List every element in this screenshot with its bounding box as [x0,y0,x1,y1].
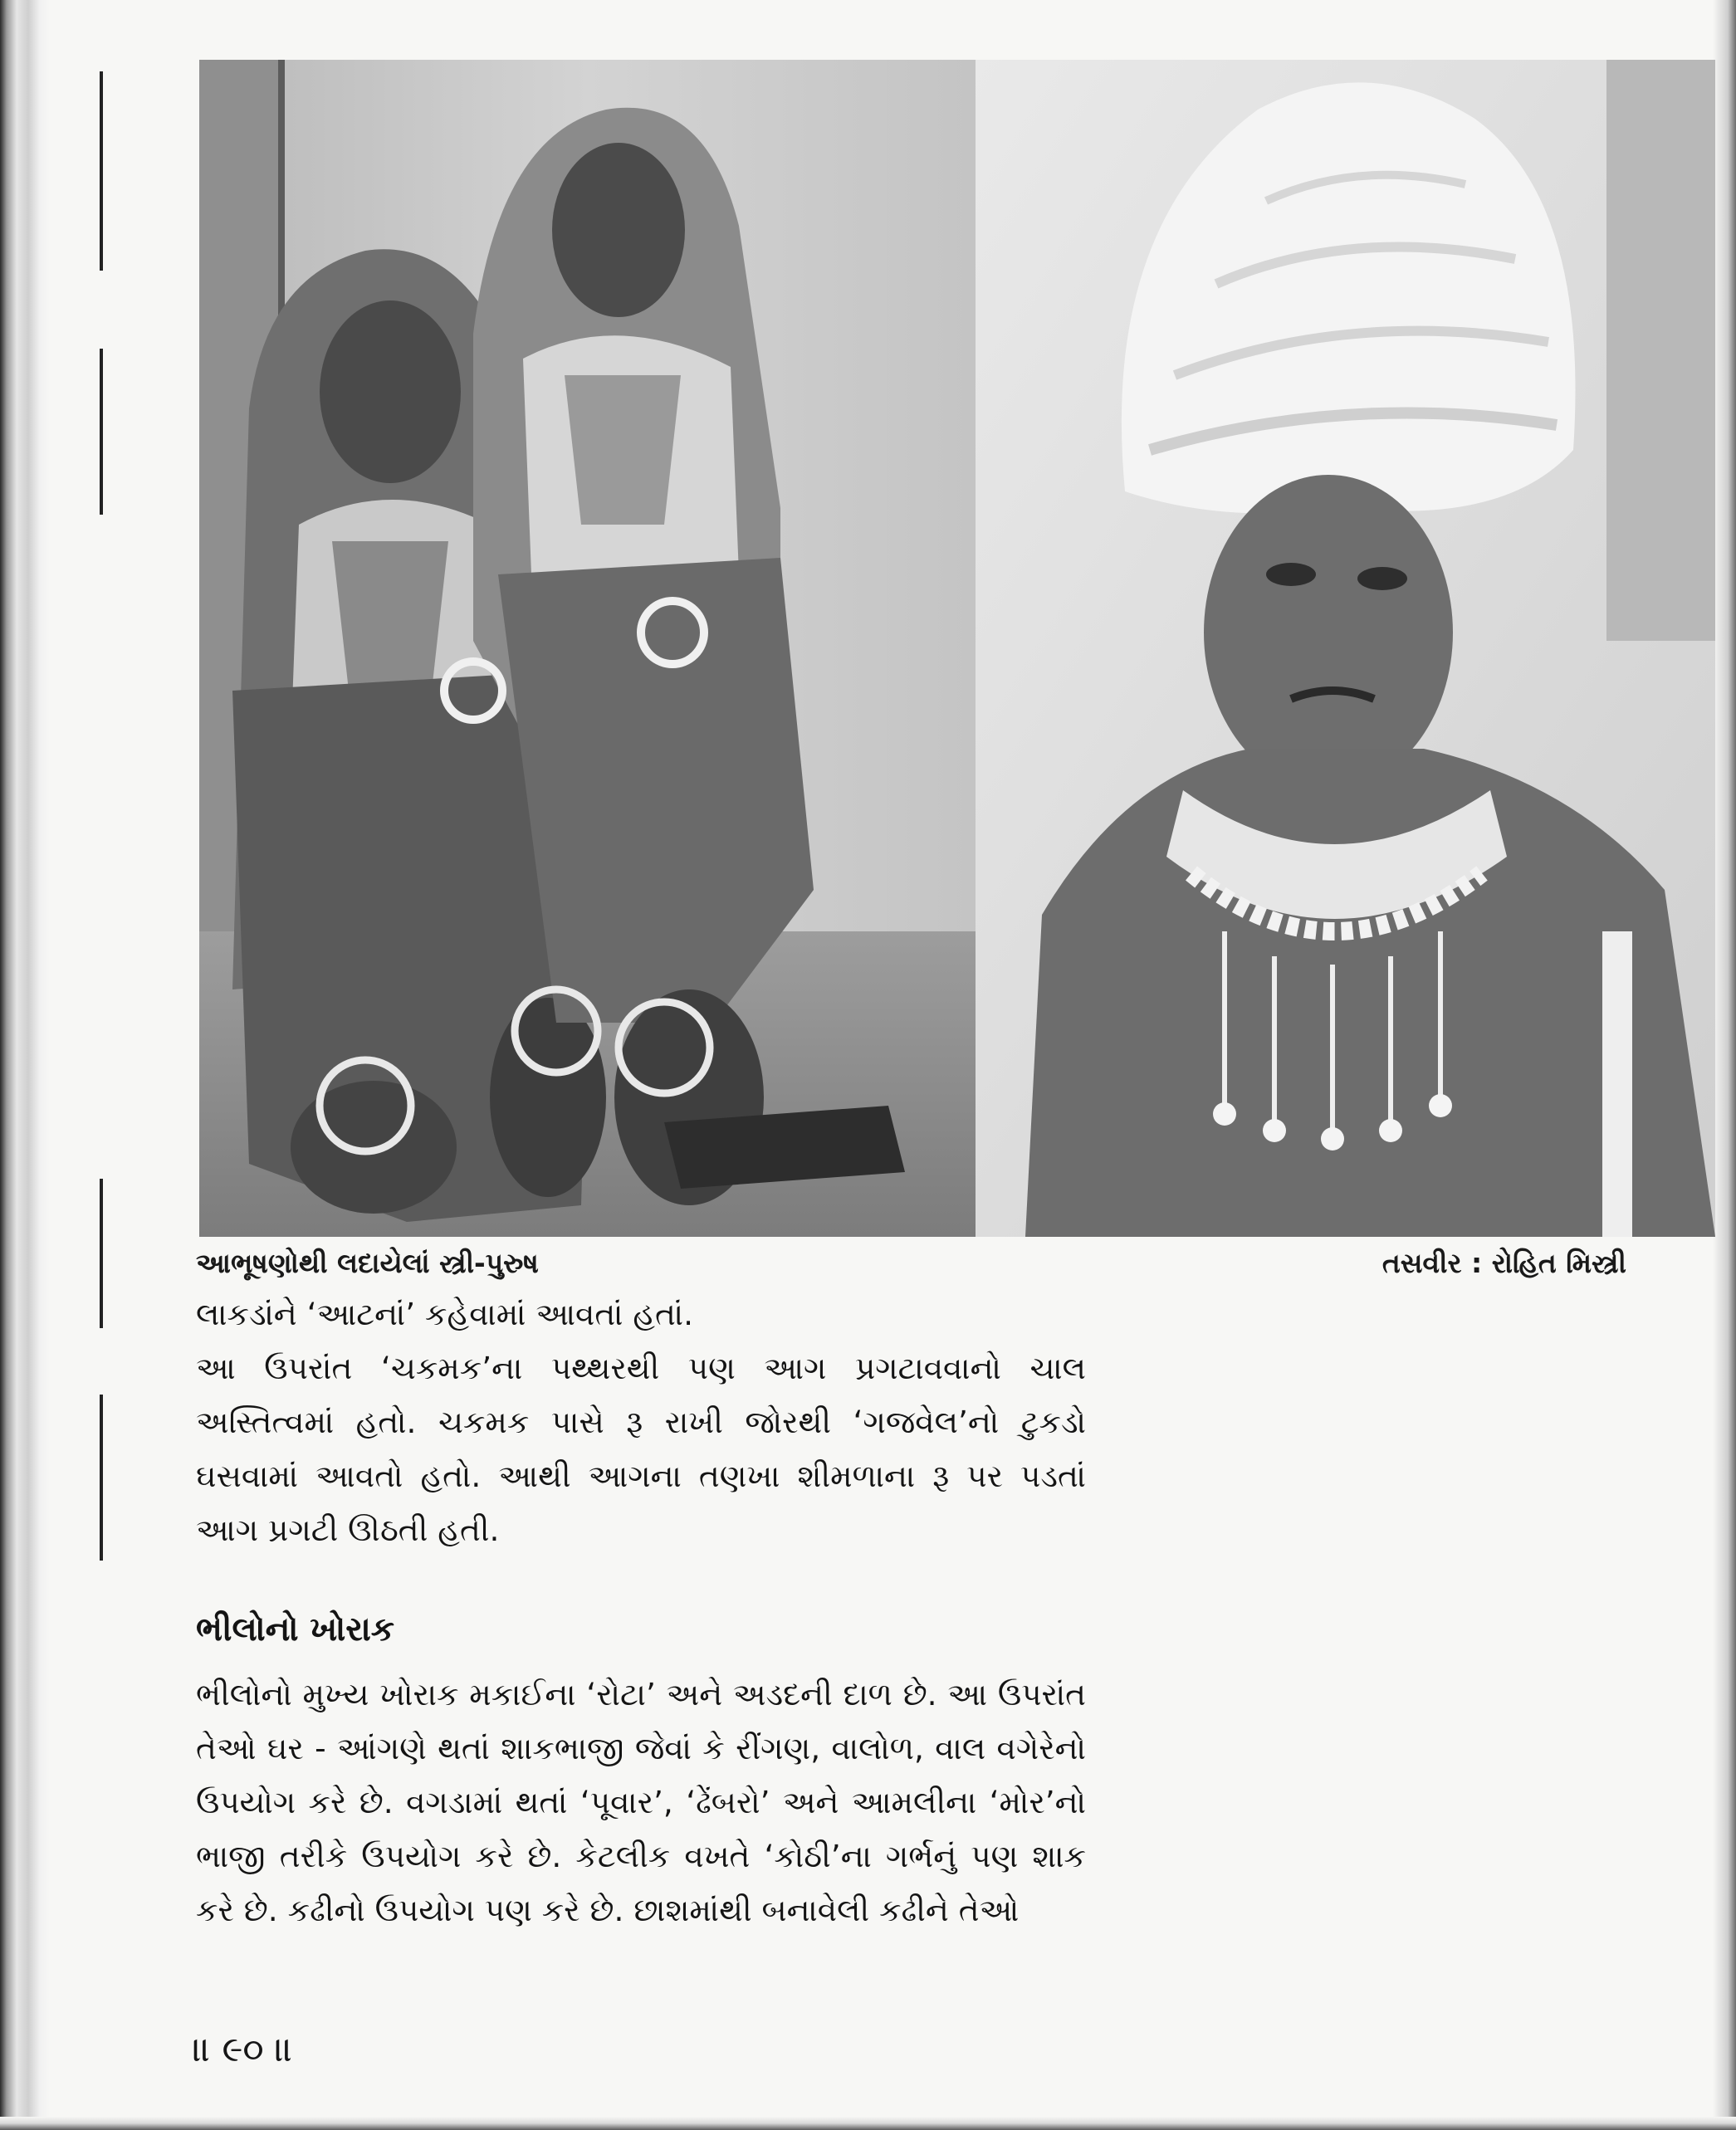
paragraph-flint: આ ઉપરાંત ‘ચકમક’ના પથ્થરથી પણ આગ પ્રગટાવવાનો ચાલ અસ્તિત્વમાં હતો. ચકમક પાસે રૂ રાખી જોરથી ‘ગજવેલ’નો ટુકડો ઘસવામાં આવતો હતો. આથી આગના તણખા શીમળાના રૂ પર પડતાં આગ પ્રગટી ઊઠતી હતી. [196,1350,1086,1548]
text-block-food [196,1668,1086,1937]
photo-man-turban [976,60,1715,1237]
text-block-fire [196,1287,1086,1557]
spine-mark [100,71,103,271]
photo-credit: તસવીર : રોહિત મિસ્ત્રી [1381,1247,1626,1279]
photo-two-women-image [199,60,976,1237]
page-right-edge [1713,0,1736,2130]
photo-man-turban-image [976,60,1715,1237]
photo-caption: આભૂષણોથી લદાયેલાં સ્ત્રી-પુરુષ [196,1247,539,1279]
paragraph-food: ભીલોનો મુખ્ય ખોરાક મકાઈના ‘રોટા’ અને અડદની દાળ છે. આ ઉપરાંત તેઓ ઘર - આંગણે થતાં શાકભાજી જેવાં કે રીંગણ, વાલોળ, વાલ વગેરેનો ઉપયોગ કરે છે. વગડામાં થતાં ‘પૂવાર’, ‘ઢેંબરો’ અને આમલીના ‘મોર’નો ભાજી તરીકે ઉપયોગ કરે છે. કેટલીક વખતે ‘કોઠી’ના ગર્ભનું પણ શાક કરે છે. કઢીનો ઉપયોગ પણ કરે છે. છાશમાંથી બનાવેલી કઢીને તેઓ [196,1676,1086,1928]
spine-mark [100,349,103,515]
section-heading-food: ભીલોનો ખોરાક [196,1610,395,1649]
text-line: લાકડાંને ‘આટનાં’ કહેવામાં આવતાં હતાં. [196,1296,693,1332]
page-bottom-edge [0,2117,1736,2130]
book-spine-edge [0,0,50,2130]
photo-two-women [199,60,976,1237]
spine-mark [100,1179,103,1328]
spine-mark [100,1395,103,1561]
page-number: ॥ ૯૦ ॥ [193,2029,294,2069]
